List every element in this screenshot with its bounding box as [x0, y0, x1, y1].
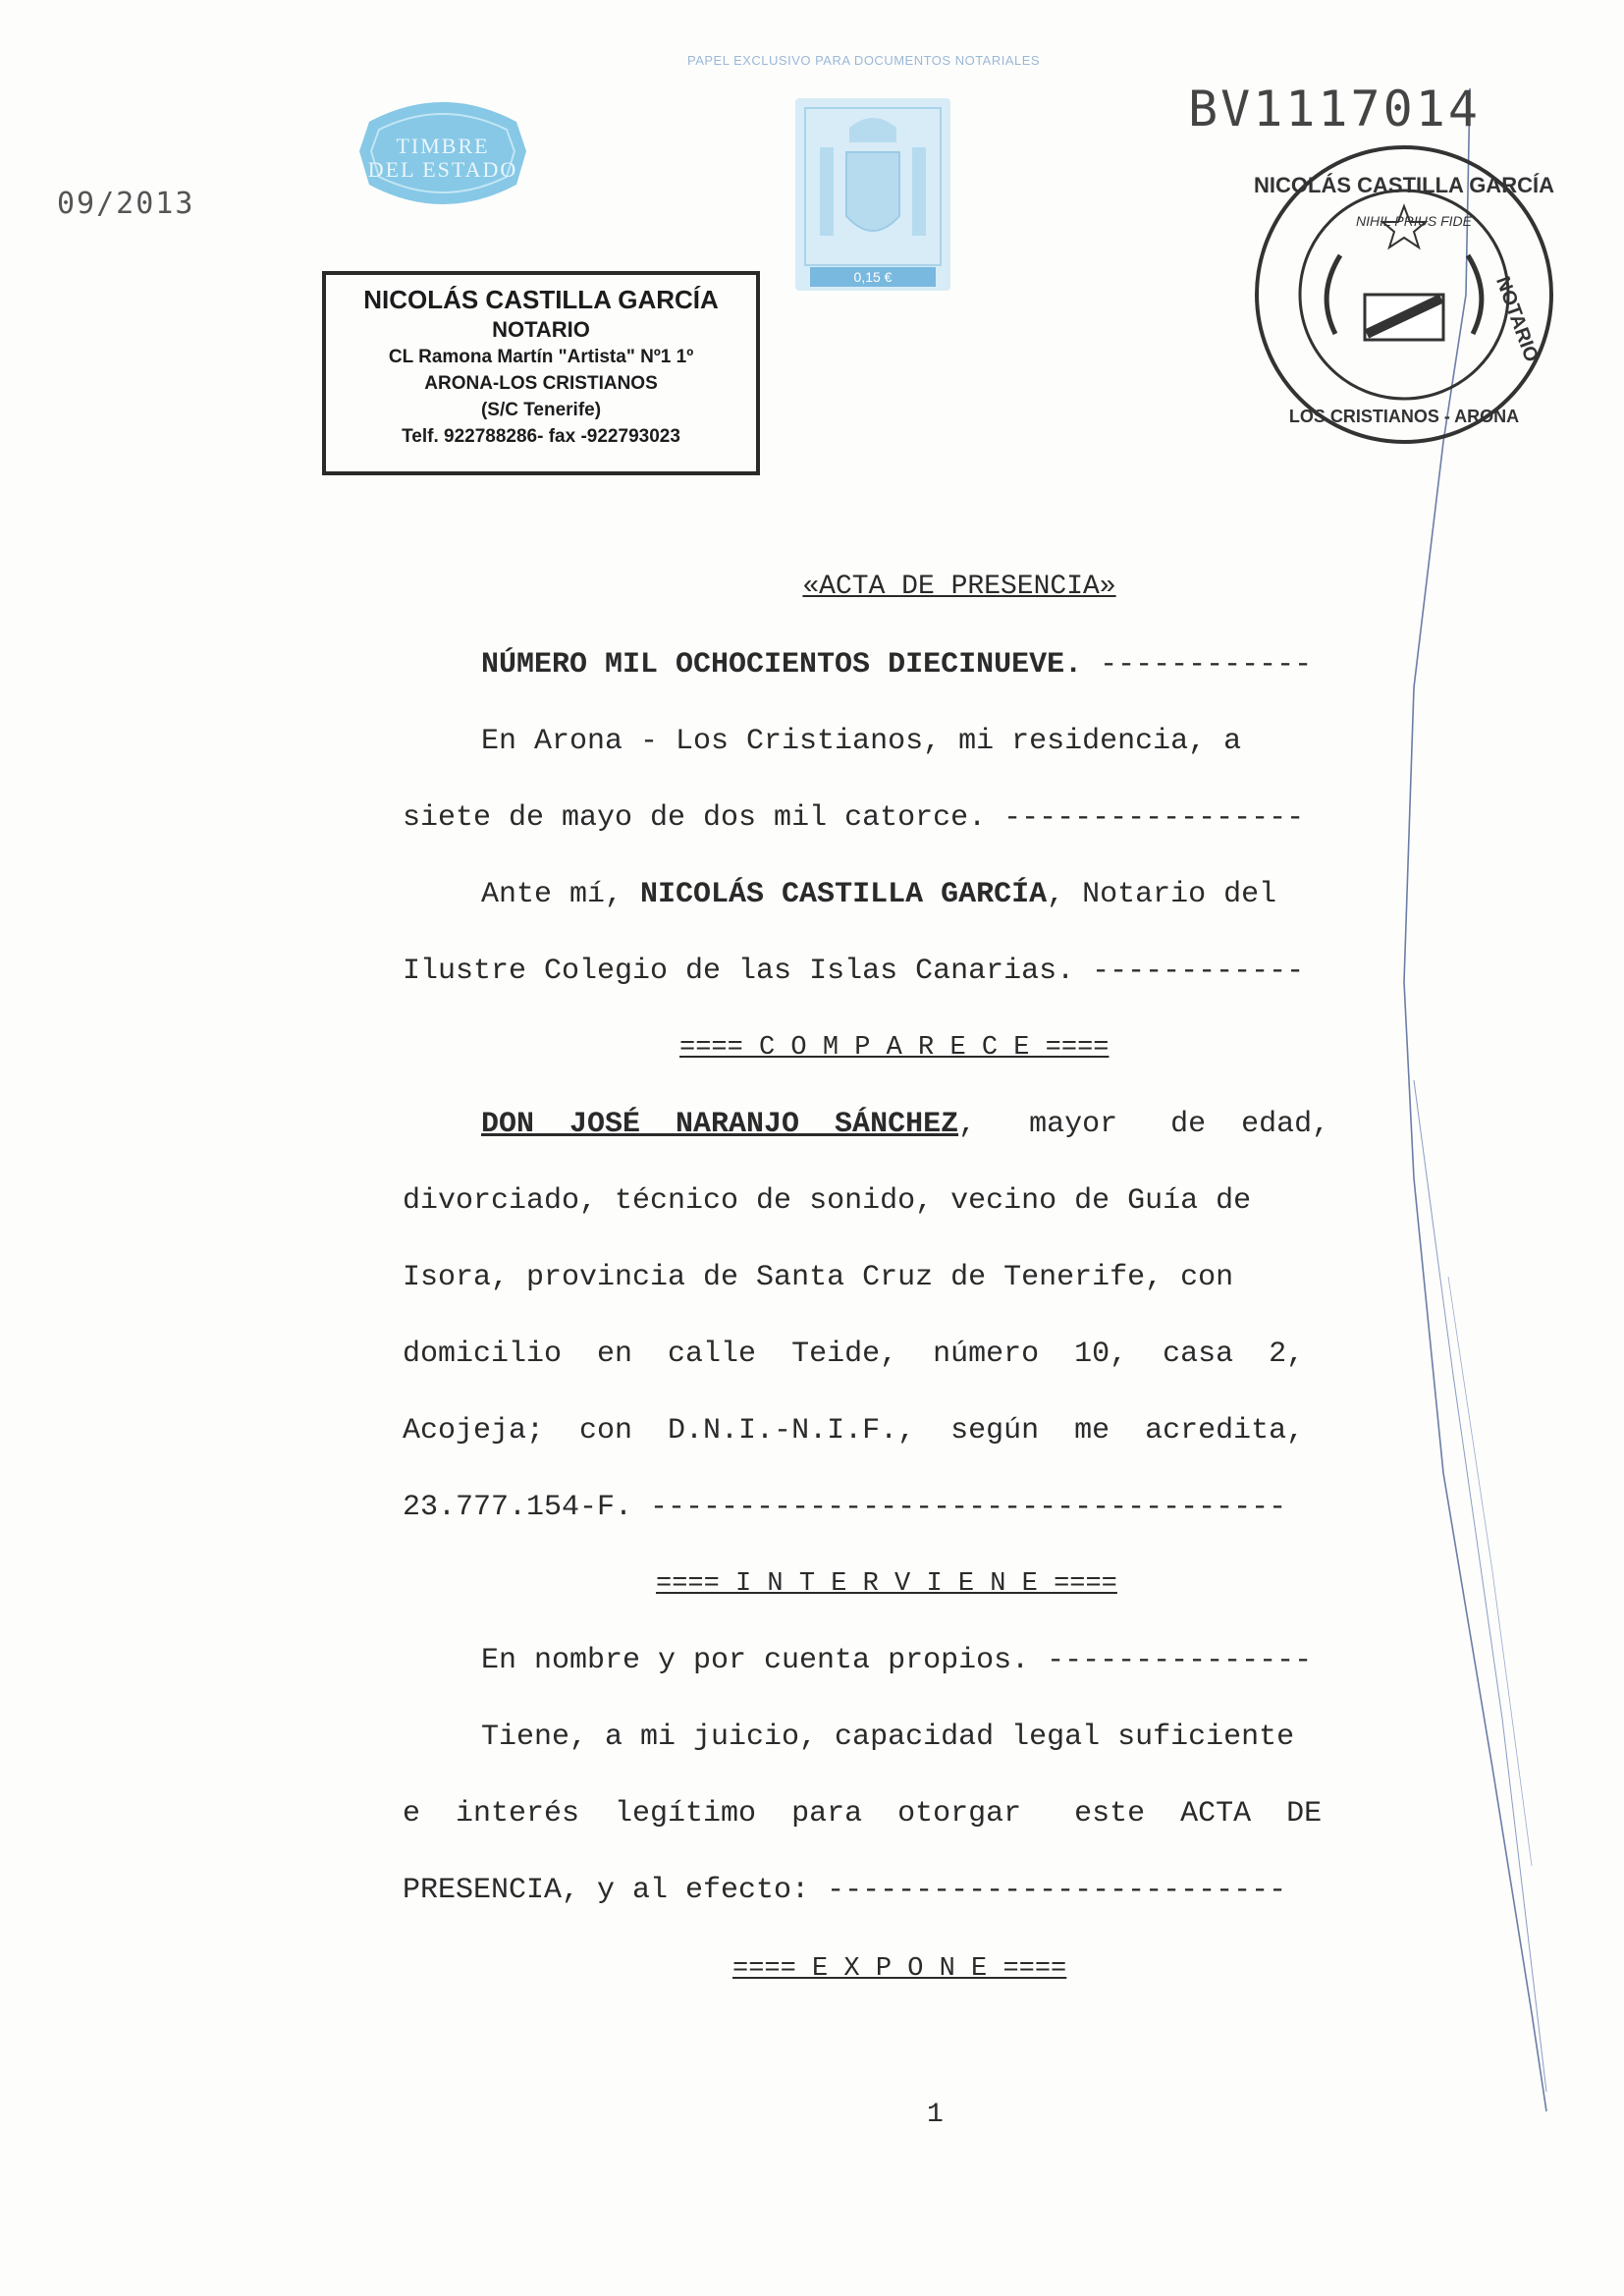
paper-header: PAPEL EXCLUSIVO PARA DOCUMENTOS NOTARIALES — [687, 53, 1041, 68]
paragraph-5-line-2: e interés legítimo para otorgar este ACTA DE — [403, 1797, 1323, 1831]
seal-ring-top: NICOLÁS CASTILLA GARCÍA — [1254, 173, 1554, 197]
notary-phone: Telf. 922788286- fax -922793023 — [402, 426, 680, 447]
notary-address-1: CL Ramona Martín "Artista" Nº1 1º — [388, 347, 694, 367]
paragraph-4: En nombre y por cuenta propios. --------------- — [481, 1644, 1313, 1677]
notary-seal — [1247, 137, 1561, 452]
document-title: «ACTA DE PRESENCIA» — [802, 572, 1116, 602]
notary-name: NICOLÁS CASTILLA GARCÍA — [363, 285, 719, 314]
heading-comparece: ==== C O M P A R E C E ==== — [679, 1033, 1110, 1063]
notary-address-2: ARONA-LOS CRISTIANOS — [424, 373, 658, 394]
paragraph-3-line-3: Isora, provincia de Santa Cruz de Tenerife, con — [403, 1261, 1234, 1294]
seal-ring-right: NOTARIO — [1491, 273, 1543, 365]
paragraph-5-line-3: PRESENCIA, y al efecto: -------------------------- — [403, 1874, 1287, 1907]
paragraph-5-line-1: Tiene, a mi juicio, capacidad legal suficiente — [481, 1721, 1295, 1754]
stamp-price: 0,15 € — [810, 267, 936, 287]
heading-expone: ==== E X P O N E ==== — [732, 1954, 1067, 1984]
notary-address-3: (S/C Tenerife) — [480, 400, 602, 420]
seal-motto: NIHIL PRIUS FIDE — [1356, 213, 1472, 229]
serial-number: BV1117014 — [1188, 81, 1481, 137]
paragraph-3-line-1: DON JOSÉ NARANJO SÁNCHEZ, mayor de edad, — [481, 1108, 1330, 1141]
seal-ring-bottom: LOS CRISTIANOS - ARONA — [1288, 407, 1520, 426]
timbre-line1: TIMBRE — [396, 134, 490, 158]
notary-letterhead — [322, 271, 760, 475]
paragraph-2-line-1: Ante mí, NICOLÁS CASTILLA GARCÍA, Notario del — [481, 878, 1277, 911]
paragraph-1-line-1: En Arona - Los Cristianos, mi residencia, a — [481, 725, 1242, 758]
timbre-line2: DEL ESTADO — [367, 157, 518, 182]
page-number: 1 — [927, 2100, 944, 2130]
paragraph-2-line-2: Ilustre Colegio de las Islas Canarias. ------------ — [403, 955, 1305, 988]
coat-of-arms-stamp — [795, 98, 950, 291]
paragraph-3-line-2: divorciado, técnico de sonido, vecino de Guía de — [403, 1184, 1252, 1218]
paragraph-3-line-4: domicilio en calle Teide, número 10, casa 2, — [403, 1338, 1305, 1371]
paragraph-3-line-5: Acojeja; con D.N.I.-N.I.F., según me acredita, — [403, 1414, 1305, 1448]
heading-interviene: ==== I N T E R V I E N E ==== — [656, 1569, 1117, 1599]
timbre-stamp — [350, 92, 536, 214]
paragraph-3-line-6: 23.777.154-F. ------------------------------------ — [403, 1491, 1287, 1524]
date-mark: 09/2013 — [57, 187, 195, 221]
notary-role: NOTARIO — [492, 317, 590, 342]
document-number: NÚMERO MIL OCHOCIENTOS DIECINUEVE. ------------ — [481, 648, 1313, 682]
paragraph-1-line-2: siete de mayo de dos mil catorce. ----------------- — [403, 801, 1305, 835]
